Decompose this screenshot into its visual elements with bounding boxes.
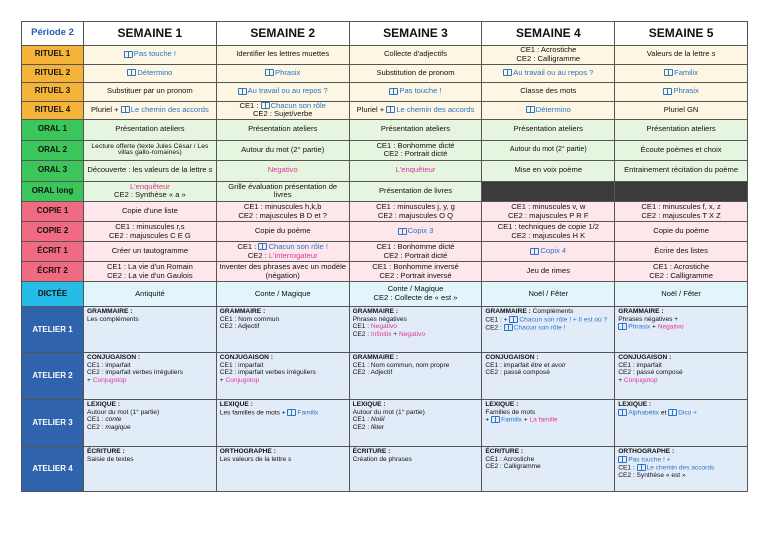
week-header-5: SEMAINE 5	[615, 22, 748, 46]
cell-text: CE1 :	[237, 241, 259, 251]
cell-text: et	[658, 408, 669, 416]
cell-text: CE2 : Sujet/verbe	[252, 109, 313, 119]
cell-text: Familles de mots	[485, 408, 536, 416]
cell-text: Conjugotop	[623, 377, 658, 385]
row-label: RITUEL 2	[22, 64, 84, 83]
cell	[216, 64, 349, 83]
cell-heading: LEXIQUE :	[485, 401, 519, 408]
row-label: ORAL 3	[22, 161, 84, 182]
cell	[349, 101, 482, 120]
cell	[482, 447, 615, 492]
cell-text: Les valeurs de la lettre	[219, 455, 288, 463]
cell-text: CE1 : La vie d'un Romain	[106, 261, 193, 271]
cell-text: +	[618, 377, 624, 385]
cell-text: Conjugotop	[225, 377, 260, 385]
cell-text: Noël	[370, 416, 385, 424]
cell	[349, 307, 482, 353]
book-icon	[664, 69, 673, 76]
week-header-4: SEMAINE 4	[482, 22, 615, 46]
cell-text: Negativo	[370, 323, 397, 331]
cell-text: +	[87, 377, 93, 385]
cell-text: CE1 : minuscules f, x, z	[641, 201, 721, 211]
cell-text: CE2 : majuscules B D et ?	[238, 210, 328, 220]
row-atelier-3	[22, 400, 748, 447]
cell-text: Familix	[501, 416, 522, 424]
cell-text: Déterminο	[535, 104, 571, 114]
cell-heading: LEXIQUE :	[352, 401, 386, 408]
cell-text: être	[530, 361, 543, 369]
cell	[349, 400, 482, 447]
row-label: ATELIER 1	[22, 307, 84, 353]
week-header-2: SEMAINE 2	[216, 22, 349, 46]
cell-heading: GRAMMAIRE :	[219, 308, 266, 315]
cell-heading: ÉCRITURE :	[485, 448, 524, 455]
cell-text: CE1 :	[352, 323, 371, 331]
cell	[482, 307, 615, 353]
cell-text: CE2 : Portrait dicté	[383, 250, 448, 260]
cell-text: CE1 : Acrostiche	[653, 261, 710, 271]
cell: L'enquêteur	[349, 161, 482, 182]
cell-text: Chacun son rôle !	[513, 323, 566, 331]
cell: Écoute poèmes et choix	[615, 140, 748, 161]
cell	[349, 353, 482, 400]
cell: Substituer par un pronom	[84, 83, 217, 102]
cell-text: CE2 : La vie d'un Gaulois	[107, 270, 193, 280]
cell-text: CE1 : minuscules r,s	[115, 221, 185, 231]
cell-text: Le chemin des accords	[396, 104, 475, 114]
cell-text: CE2 : Calligramme	[485, 463, 541, 471]
cell: Créer un tautogramme	[84, 242, 217, 262]
cell	[216, 242, 349, 262]
cell	[482, 353, 615, 400]
row-label: COPIE 2	[22, 222, 84, 242]
cell-text: L'enquêteur	[129, 181, 170, 191]
cell-heading: CONJUGAISON :	[87, 354, 141, 361]
row-ecrit-2	[22, 262, 748, 282]
cell: Negativo	[216, 161, 349, 182]
cell-heading: ÉCRITURE :	[87, 448, 125, 455]
row-atelier-4	[22, 447, 748, 492]
row-rituel-2	[22, 64, 748, 83]
cell-text: CE1 : Nom commun, nom propre	[352, 361, 450, 369]
cell-heading: LEXIQUE :	[618, 401, 652, 408]
cell	[482, 101, 615, 120]
cell-text: CE1 : +	[485, 315, 510, 323]
book-icon	[287, 409, 296, 416]
cell-text: Pluriel +	[90, 104, 121, 114]
cell: Noël / Fêter	[615, 282, 748, 307]
cell-text: Au travail ou au repos ?	[513, 67, 594, 77]
cell: Noël / Fêter	[482, 282, 615, 307]
cell-heading: ORTHOGRAPHE :	[219, 448, 276, 455]
cell	[84, 181, 217, 202]
row-atelier-2	[22, 353, 748, 400]
cell	[482, 46, 615, 65]
row-copie-2	[22, 222, 748, 242]
book-icon	[258, 243, 267, 250]
row-atelier-1	[22, 307, 748, 353]
cell-text: CE1 :	[87, 416, 106, 424]
cell-text: Pas touche ! +	[628, 455, 671, 463]
cell	[482, 242, 615, 262]
cell-text: CE1 : minuscules h,k,b	[243, 201, 322, 211]
row-label: ÉCRIT 1	[22, 242, 84, 262]
cell-text: Conjugotop	[92, 377, 127, 385]
cell-text: Phrasix	[673, 86, 699, 96]
cell	[349, 222, 482, 242]
cell-empty	[482, 181, 615, 202]
book-icon	[386, 106, 395, 113]
cell-text: CE2 : Portrait dicté	[383, 149, 448, 159]
cell-text: Negativo	[657, 323, 684, 331]
row-label: ATELIER 4	[22, 447, 84, 492]
cell-text: Saisie de textes	[87, 455, 134, 463]
book-icon	[526, 106, 535, 113]
cell-text: +	[391, 331, 399, 339]
cell-text: CE2 : Synthèse « est »	[618, 471, 686, 479]
cell: Classe des mots	[482, 83, 615, 102]
cell-text: CE2 :	[247, 250, 269, 260]
cell: Copie du poème	[216, 222, 349, 242]
cell-text: CE2 : Synthèse « a »	[114, 190, 186, 200]
cell: Présentation ateliers	[216, 120, 349, 141]
cell-text: CE2 : Calligramme	[649, 270, 713, 280]
row-rituel-3	[22, 83, 748, 102]
cell-text: Negativo	[398, 331, 425, 339]
cell-text: Création de phrases	[352, 455, 412, 463]
cell: Mise en voix poème	[482, 161, 615, 182]
cell	[615, 202, 748, 222]
cell-text: Autour du mot (1° partie)	[352, 408, 425, 416]
cell-text: CE2 :	[485, 323, 504, 331]
cell-heading: GRAMMAIRE :	[87, 308, 133, 315]
cell-text: Familix	[297, 408, 319, 416]
cell	[615, 262, 748, 282]
cell	[615, 64, 748, 83]
row-label: ORAL 2	[22, 140, 84, 161]
cell-text: s	[711, 49, 716, 59]
cell-text: Valeurs de la lettre	[646, 49, 712, 59]
row-label: COPIE 1	[22, 202, 84, 222]
row-oral-long	[22, 181, 748, 202]
row-dictee	[22, 282, 748, 307]
row-label: RITUEL 4	[22, 101, 84, 120]
book-icon	[127, 69, 136, 76]
cell-text: Familix	[674, 67, 699, 77]
cell-heading: GRAMMAIRE :	[485, 308, 531, 315]
cell-heading: GRAMMAIRE :	[352, 308, 399, 315]
week-header-1: SEMAINE 1	[84, 22, 217, 46]
cell	[615, 46, 748, 65]
book-icon	[504, 324, 513, 331]
cell-text: Au travail ou au repos ?	[247, 86, 328, 96]
book-icon	[637, 464, 646, 471]
cell-text: Phrases négatives	[352, 315, 407, 323]
cell-text: CE2 :	[352, 424, 371, 432]
cell-text: Copix 3	[407, 226, 434, 236]
cell-text: Chacun son rôle !	[268, 241, 329, 251]
cell	[349, 282, 482, 307]
row-label: DICTÉE	[22, 282, 84, 307]
cell-text: conte	[105, 416, 122, 424]
cell-text: Chacun son rôle	[270, 101, 326, 110]
cell	[482, 64, 615, 83]
planning-table-container	[21, 21, 747, 492]
cell-text: CE1 : Bonhomme dicté	[376, 140, 455, 150]
cell-text: +	[650, 323, 658, 331]
cell-text: Phrases négatives +	[618, 315, 679, 323]
row-rituel-4	[22, 101, 748, 120]
cell: Collecte d'adjectifs	[349, 46, 482, 65]
cell: Identifier les lettres muettes	[216, 46, 349, 65]
cell-text: s	[208, 165, 213, 175]
cell-text: CE2 : majuscules P R F	[508, 210, 589, 220]
cell-text: CE1 : techniques de copie 1/2	[497, 221, 599, 231]
cell-text: Dico +	[678, 408, 698, 416]
cell-text: CE2 : imparfait verbes irréguliers	[87, 369, 184, 377]
cell	[216, 353, 349, 400]
row-label: ATELIER 2	[22, 353, 84, 400]
cell	[216, 400, 349, 447]
cell-text: Le chemin des accords	[646, 463, 715, 471]
cell-text: +	[485, 416, 492, 424]
cell-heading: ORTHOGRAPHE :	[618, 448, 675, 455]
cell-text: CE1 : imparfait	[87, 361, 131, 369]
cell	[615, 447, 748, 492]
cell	[216, 307, 349, 353]
cell-text: Infinitix	[370, 331, 392, 339]
cell: Copie du poème	[615, 222, 748, 242]
cell-text: CE2 : majuscules T X Z	[641, 210, 721, 220]
cell	[84, 101, 217, 120]
cell	[349, 83, 482, 102]
cell: Substitution de pronom	[349, 64, 482, 83]
cell-text: CE1 :	[618, 463, 637, 471]
row-label: ATELIER 3	[22, 400, 84, 447]
cell	[615, 400, 748, 447]
cell	[216, 83, 349, 102]
cell-text: Compléments	[530, 308, 574, 315]
row-oral-2	[22, 140, 748, 161]
cell: Entrainement récitation du poème	[615, 161, 748, 182]
cell-text: CE1 : imparfait	[618, 361, 662, 369]
cell: Écrire des listes	[615, 242, 748, 262]
book-icon	[618, 456, 627, 463]
cell-text: CE1 : Bonhomme inversé	[372, 261, 459, 271]
cell-text: et	[542, 361, 552, 369]
cell	[84, 64, 217, 83]
book-icon	[618, 409, 627, 416]
cell-text: Le chemin des accords	[130, 104, 209, 114]
cell-text: CE2 : passé composé	[485, 369, 550, 377]
cell-text: CE1 : minuscules j, y, g	[376, 201, 455, 211]
cell-text: CE2 : Collecte de « est »	[373, 293, 458, 302]
cell	[84, 262, 217, 282]
cell	[84, 447, 217, 492]
cell	[216, 101, 349, 120]
cell-heading: LEXIQUE :	[87, 401, 120, 408]
cell-text: +	[521, 416, 530, 424]
cell-text: CE2 : Calligramme	[516, 53, 581, 63]
cell-heading: CONJUGAISON :	[618, 354, 672, 361]
book-icon	[124, 51, 133, 58]
cell-text: Copix 4	[540, 246, 567, 256]
row-label: RITUEL 1	[22, 46, 84, 65]
cell-heading: CONJUGAISON :	[219, 354, 273, 361]
cell: Inventer des phrases avec un modèle (négation)	[216, 262, 349, 282]
cell: Présentation ateliers	[84, 120, 217, 141]
cell-empty	[615, 181, 748, 202]
cell-text: CE2 : Adjectif	[219, 323, 260, 331]
cell-heading: ÉCRITURE :	[352, 448, 391, 455]
cell	[349, 447, 482, 492]
cell-heading: GRAMMAIRE :	[352, 354, 399, 361]
cell-text: fêter	[370, 424, 385, 432]
cell-text: CE1 : imparfait	[485, 361, 531, 369]
cell: Antiquité	[84, 282, 217, 307]
cell-heading: LEXIQUE :	[219, 401, 253, 408]
cell	[84, 307, 217, 353]
row-label: RITUEL 3	[22, 83, 84, 102]
cell	[482, 222, 615, 242]
cell-text: CE1 :	[239, 101, 261, 110]
row-oral-1	[22, 120, 748, 141]
cell: Jeu de rimes	[482, 262, 615, 282]
cell: Présentation ateliers	[615, 120, 748, 141]
cell-text: CE2 : Adjectif	[352, 369, 393, 377]
cell-text: CE2 : majuscules C E G	[108, 230, 191, 240]
cell-text: CE1 : Nom commun	[219, 315, 280, 323]
cell: Lecture offerte (texte Jules César / Les villas gallo-romaines)	[84, 140, 217, 161]
cell: Conte / Magique	[216, 282, 349, 307]
cell-text: La famille	[529, 416, 558, 424]
cell-text: L'interrogateur	[268, 250, 318, 260]
cell	[615, 353, 748, 400]
book-icon	[121, 106, 130, 113]
cell-text: Chacun son rôle ! + Il est où ?	[519, 315, 608, 323]
cell: Autour du mot (2° partie)	[482, 140, 615, 161]
cell	[482, 202, 615, 222]
cell-text: CE2 : imparfait verbes irréguliers	[219, 369, 316, 377]
cell-text: CE2 : passé composé	[618, 369, 683, 377]
cell: Grille évaluation présentation de livres	[216, 181, 349, 202]
cell-text: CE1 : Bonhomme dicté	[376, 241, 455, 251]
cell	[84, 161, 217, 182]
cell-text: +	[219, 377, 226, 385]
row-oral-3	[22, 161, 748, 182]
cell	[84, 46, 217, 65]
cell-text: CE2 : Portrait inversé	[379, 270, 452, 280]
cell-text: Pas touche !	[399, 86, 442, 96]
book-icon	[663, 88, 672, 95]
book-icon	[668, 409, 677, 416]
cell: Pluriel GN	[615, 101, 748, 120]
book-icon	[389, 88, 398, 95]
cell-text: s	[287, 455, 292, 463]
cell-text: Découverte : les valeurs de la lettre	[87, 165, 209, 175]
cell-text: CE1 : Acrostiche	[485, 455, 535, 463]
cell	[84, 353, 217, 400]
cell-text: CE1 :	[352, 416, 371, 424]
cell-heading: CONJUGAISON :	[485, 354, 539, 361]
book-icon	[238, 88, 247, 95]
planning-table	[21, 21, 748, 492]
cell-text: avoir	[551, 361, 566, 369]
row-rituel-1	[22, 46, 748, 65]
cell	[84, 222, 217, 242]
cell-text: CE2 : majuscules H K	[511, 230, 586, 240]
cell-text: CE1 : minuscules v, w	[511, 201, 586, 211]
cell-text: Les compléments	[87, 315, 139, 323]
cell	[615, 307, 748, 353]
book-icon	[491, 416, 500, 423]
cell	[482, 400, 615, 447]
cell-text: CE1 : imparfait	[219, 361, 264, 369]
book-icon	[398, 228, 407, 235]
row-label: ORAL 1	[22, 120, 84, 141]
cell	[615, 83, 748, 102]
cell-text: CE2 : majuscules O Q	[377, 210, 454, 220]
book-icon	[530, 248, 539, 255]
cell-text: magique	[105, 424, 131, 432]
cell-text: CE2 :	[352, 331, 371, 339]
cell	[349, 262, 482, 282]
week-header-3: SEMAINE 3	[349, 22, 482, 46]
cell-text: Pas touche !	[133, 49, 176, 59]
cell	[349, 202, 482, 222]
cell-text: CE2 :	[87, 424, 106, 432]
cell: Présentation ateliers	[349, 120, 482, 141]
book-icon	[509, 316, 518, 323]
cell-text: Pluriel +	[356, 104, 387, 114]
cell	[216, 202, 349, 222]
row-label: ÉCRIT 2	[22, 262, 84, 282]
row-label: ORAL long	[22, 181, 84, 202]
cell	[349, 140, 482, 161]
cell-text: Déterminο	[137, 67, 173, 77]
cell-text: Alphabétix	[628, 408, 659, 416]
cell	[349, 242, 482, 262]
cell: Présentation ateliers	[482, 120, 615, 141]
cell-text: CE1 : Acrostiche	[520, 45, 577, 55]
book-icon	[265, 69, 274, 76]
cell: Présentation de livres	[349, 181, 482, 202]
cell-text: Conte / Magique	[387, 284, 444, 294]
cell	[84, 400, 217, 447]
cell-text: Phrasix	[275, 67, 301, 77]
cell	[216, 447, 349, 492]
cell-text: Autour du mot (1° partie)	[87, 408, 160, 416]
cell-heading: GRAMMAIRE :	[618, 308, 664, 315]
row-copie-1	[22, 202, 748, 222]
cell: Autour du mot (2° partie)	[216, 140, 349, 161]
row-ecrit-1	[22, 242, 748, 262]
book-icon	[618, 323, 627, 330]
book-icon	[503, 69, 512, 76]
book-icon	[261, 102, 270, 109]
cell-text: Les familles de mots +	[219, 408, 288, 416]
cell: Copie d'une liste	[84, 202, 217, 222]
cell-text: Phrasix	[628, 323, 651, 331]
periode-header: Période 2	[22, 22, 84, 46]
header-row	[22, 22, 748, 46]
